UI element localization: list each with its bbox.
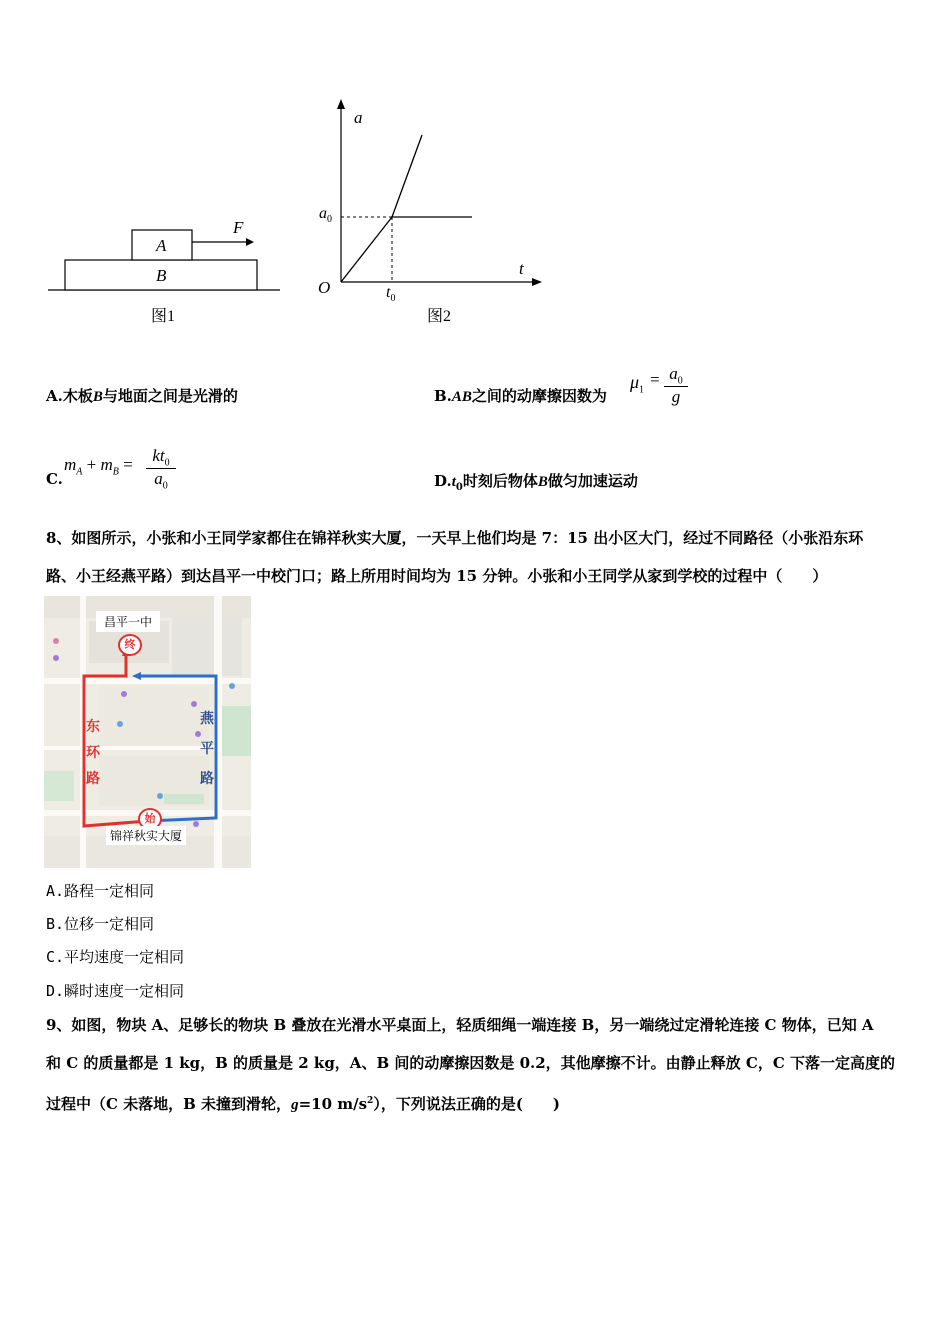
a0-label: $a_0$ (319, 205, 332, 226)
q7-c-lhs: $m_A + m_B$ = (64, 455, 133, 478)
q8-choice-b: B.位移一定相同 (46, 915, 155, 933)
map-yanping-road-label: 燕 平 路 (200, 711, 214, 787)
block-a-label: A (156, 236, 167, 255)
t0-label: $t_0$ (386, 284, 396, 305)
map-building-label: 锦祥秋实大厦 (106, 826, 186, 845)
q8-choice-c: C.平均速度一定相同 (46, 948, 185, 966)
q7-c-fraction: $\frac{kt_0}{a_0}$ (146, 446, 176, 492)
q8-stem: 8、如图所示，小张和小王同学家都住在锦祥秋实大厦，一天早上他们均是 7：15 出小区大门，经过不同路径（小张沿东环 路、小王经燕平路）到达昌平一中校门口；路上所用时间均为 15 分钟。小张和小王同学从家到学校的过程中（ ） (46, 529, 864, 585)
x-axis-label: t (519, 259, 524, 278)
y-axis-label: a (354, 108, 363, 127)
q7-option-b: B.AB之间的动摩擦因数为 (434, 387, 607, 405)
figure-1-caption: 图1 (151, 308, 176, 325)
q8-choice-d: D.瞬时速度一定相同 (46, 982, 185, 1000)
q8-map (44, 596, 251, 868)
q7-b-fraction: $\frac{a_0}{g}$ (664, 364, 688, 407)
q7-option-a: A.木板B与地面之间是光滑的 (46, 387, 238, 405)
map-end-marker: 终 (118, 634, 142, 656)
block-b-label: B (156, 266, 167, 285)
map-start-marker: 始 (138, 808, 162, 830)
q7-option-d: $D.t_0$时刻后物体B做匀加速运动 (434, 472, 638, 493)
map-school-label: 昌平一中 (96, 611, 160, 632)
q7-b-equals: = (650, 370, 660, 389)
q7-b-mu: $\mu_1$ (630, 372, 645, 396)
map-east-road-label: 东 环 路 (86, 719, 100, 787)
q7-option-c: C. (46, 470, 63, 488)
acceleration-curve (341, 217, 392, 282)
figure-2-caption: 图2 (427, 308, 452, 325)
force-label: F (233, 218, 244, 237)
q8-choice-a: A.路程一定相同 (46, 882, 155, 900)
origin-label: O (318, 278, 331, 297)
q9-stem: 9、如图，物块 A、足够长的物块 B 叠放在光滑水平桌面上，轻质细绳一端连接 B，另一端绕过定滑轮连接 C 物体，已知 A 和 C 的质量都是 1 kg，B 的质量是 2 kg，A、B 间的动摩擦因数是 0.2，其他摩擦不计。由静止释放 C，C 下落一定高度的 过程中（C 未落地，B 未撞到滑轮，g=10 $m/s^2$），下列说法正确的是( ) (46, 1016, 895, 1113)
